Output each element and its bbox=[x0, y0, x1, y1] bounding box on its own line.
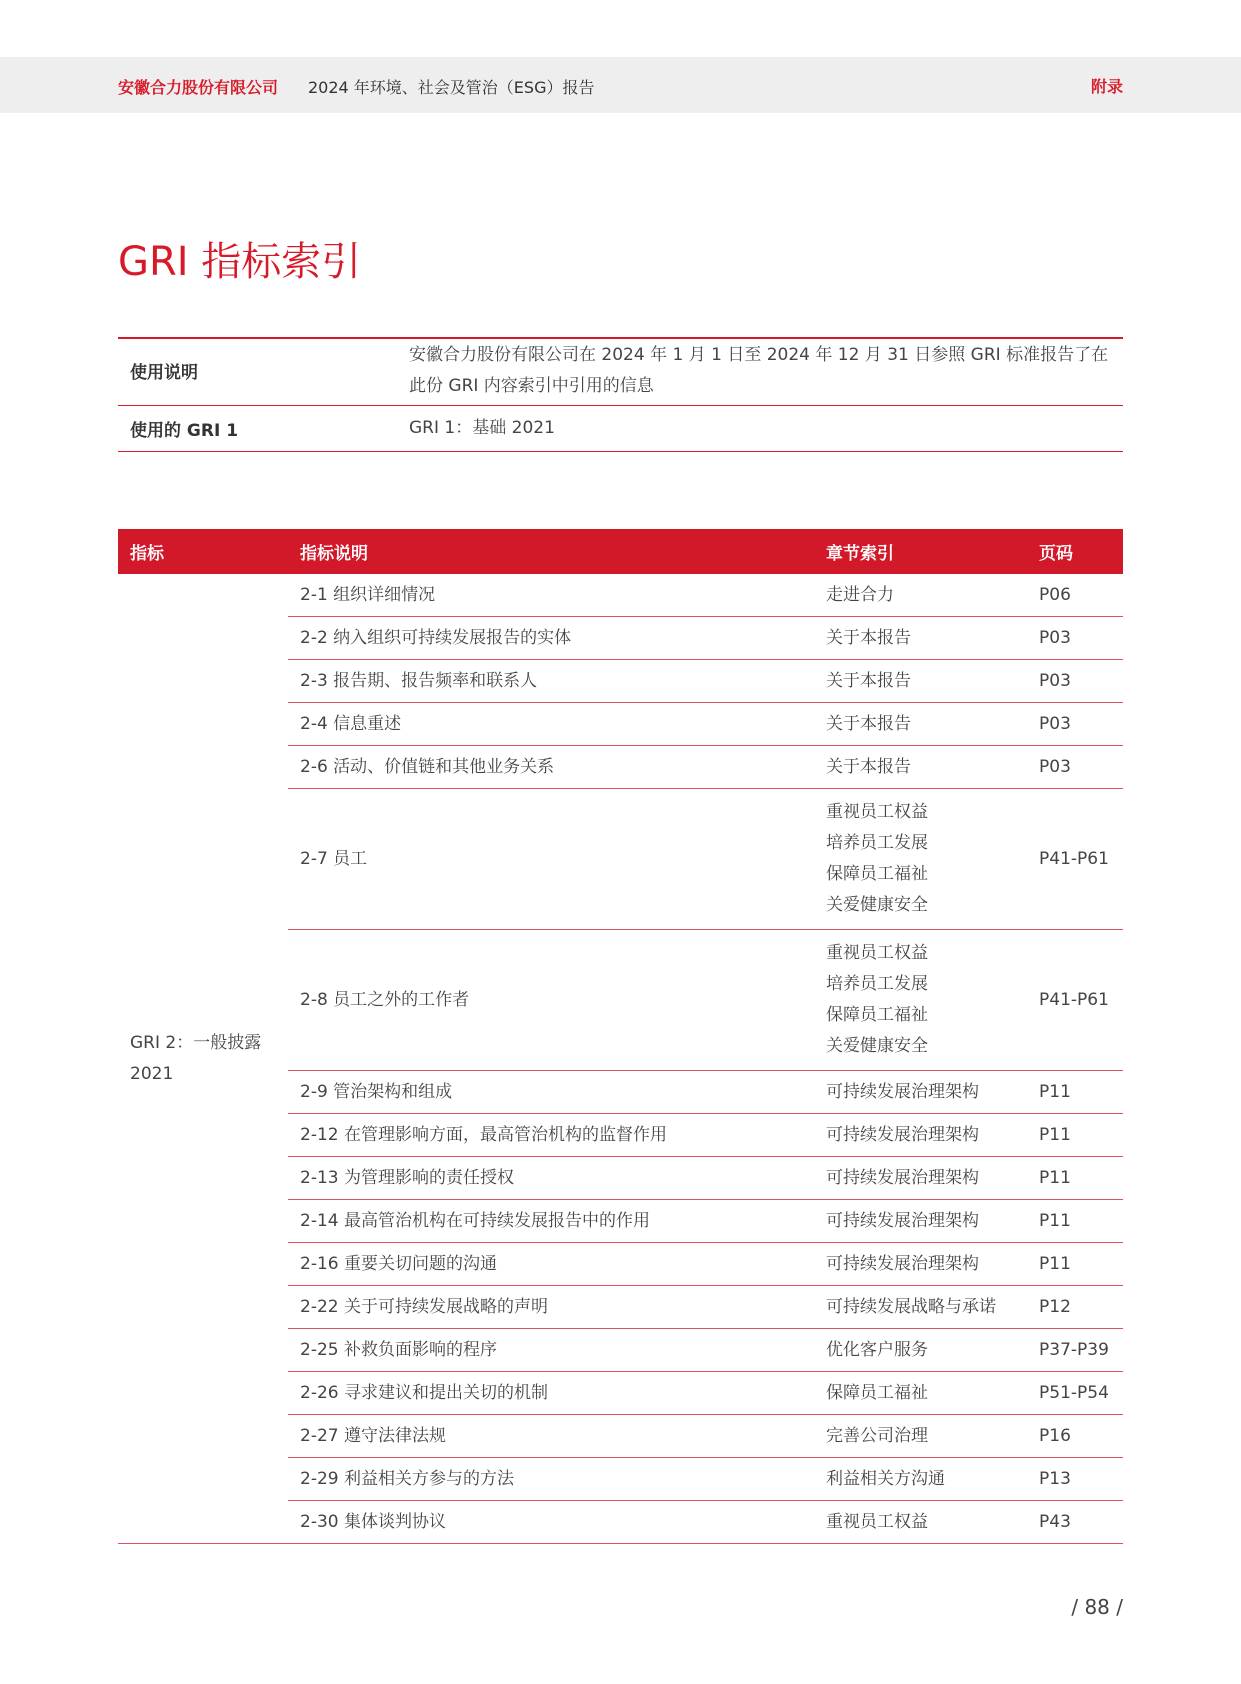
chapter-reference: 关于本报告 bbox=[826, 713, 911, 734]
indicator-description: 2-9 管治架构和组成 bbox=[288, 1071, 814, 1114]
page-reference: P03 bbox=[1027, 617, 1123, 660]
chapter-reference: 保障员工福祉 bbox=[826, 1005, 928, 1025]
page-reference: P11 bbox=[1027, 1114, 1123, 1157]
header-page: 页码 bbox=[1027, 529, 1123, 574]
chapter-cell bbox=[814, 1329, 1027, 1372]
chapter-reference: 重视员工权益 bbox=[826, 802, 928, 822]
usage-row bbox=[118, 405, 1123, 451]
chapter-reference: 可持续发展治理架构 bbox=[826, 1167, 979, 1188]
page-reference: P41-P61 bbox=[1027, 930, 1123, 1071]
header-description: 指标说明 bbox=[288, 529, 814, 574]
chapter-reference: 完善公司治理 bbox=[826, 1425, 928, 1446]
indicator-description: 2-8 员工之外的工作者 bbox=[288, 930, 814, 1071]
chapter-cell bbox=[814, 703, 1027, 746]
chapter-reference: 可持续发展战略与承诺 bbox=[826, 1296, 996, 1317]
page-reference: P37-P39 bbox=[1027, 1329, 1123, 1372]
page-reference: P11 bbox=[1027, 1157, 1123, 1200]
chapter-reference: 可持续发展治理架构 bbox=[826, 1253, 979, 1274]
page-reference: P12 bbox=[1027, 1286, 1123, 1329]
chapter-reference: 关于本报告 bbox=[826, 756, 911, 777]
indicator-description: 2-7 员工 bbox=[288, 789, 814, 930]
chapter-reference: 可持续发展治理架构 bbox=[826, 1124, 979, 1145]
indicator-description: 2-26 寻求建议和提出关切的机制 bbox=[288, 1372, 814, 1415]
header-indicator: 指标 bbox=[118, 529, 288, 574]
page-title: GRI 指标索引 bbox=[118, 239, 362, 285]
indicator-description: 2-12 在管理影响方面，最高管治机构的监督作用 bbox=[288, 1114, 814, 1157]
chapter-reference: 利益相关方沟通 bbox=[826, 1468, 945, 1489]
page-reference: P11 bbox=[1027, 1243, 1123, 1286]
usage-value: GRI 1：基础 2021 bbox=[409, 417, 555, 438]
usage-table bbox=[118, 337, 1123, 452]
page-reference: P51-P54 bbox=[1027, 1372, 1123, 1415]
indicator-description: 2-4 信息重述 bbox=[288, 703, 814, 746]
page-reference: P43 bbox=[1027, 1501, 1123, 1544]
indicator-description: 2-3 报告期、报告频率和联系人 bbox=[288, 660, 814, 703]
page-reference: P03 bbox=[1027, 746, 1123, 789]
chapter-cell bbox=[814, 1458, 1027, 1501]
indicator-description: 2-22 关于可持续发展战略的声明 bbox=[288, 1286, 814, 1329]
indicator-description: 2-25 补救负面影响的程序 bbox=[288, 1329, 814, 1372]
chapter-cell bbox=[814, 930, 1027, 1071]
chapter-cell bbox=[814, 617, 1027, 660]
chapter-cell bbox=[814, 746, 1027, 789]
usage-value: 安徽合力股份有限公司在 2024 年 1 月 1 日至 2024 年 12 月 31 日参照 GRI 标准报告了在此份 GRI 内容索引中引用的信息 bbox=[409, 344, 1109, 396]
page-reference: P13 bbox=[1027, 1458, 1123, 1501]
chapter-cell bbox=[814, 1071, 1027, 1114]
page-reference: P06 bbox=[1027, 574, 1123, 617]
page-reference: P11 bbox=[1027, 1071, 1123, 1114]
company-name: 安徽合力股份有限公司 bbox=[118, 78, 279, 97]
chapter-reference: 走进合力 bbox=[826, 584, 894, 605]
chapter-cell bbox=[814, 660, 1027, 703]
chapter-reference: 关爱健康安全 bbox=[826, 1036, 928, 1056]
chapter-cell bbox=[814, 789, 1027, 930]
indicator-description: 2-14 最高管治机构在可持续发展报告中的作用 bbox=[288, 1200, 814, 1243]
chapter-reference: 保障员工福祉 bbox=[826, 864, 928, 884]
chapter-cell bbox=[814, 1286, 1027, 1329]
indicator-description: 2-2 纳入组织可持续发展报告的实体 bbox=[288, 617, 814, 660]
page-reference: P41-P61 bbox=[1027, 789, 1123, 930]
chapter-reference: 优化客户服务 bbox=[826, 1339, 928, 1360]
chapter-reference: 培养员工发展 bbox=[826, 833, 928, 853]
chapter-reference: 关于本报告 bbox=[826, 670, 911, 691]
header-chapter: 章节索引 bbox=[814, 529, 1027, 574]
page-header bbox=[0, 57, 1241, 113]
page-reference: P16 bbox=[1027, 1415, 1123, 1458]
chapter-reference: 关爱健康安全 bbox=[826, 895, 928, 915]
chapter-reference: 重视员工权益 bbox=[826, 943, 928, 963]
chapter-cell bbox=[814, 1243, 1027, 1286]
chapter-cell bbox=[814, 1114, 1027, 1157]
chapter-reference: 培养员工发展 bbox=[826, 974, 928, 994]
chapter-reference: 保障员工福祉 bbox=[826, 1382, 928, 1403]
usage-row bbox=[118, 337, 1123, 405]
indicator-description: 2-27 遵守法律法规 bbox=[288, 1415, 814, 1458]
usage-key: 使用的 GRI 1 bbox=[130, 420, 239, 441]
section-label: 附录 bbox=[1090, 77, 1123, 96]
report-title: 2024 年环境、社会及管治（ESG）报告 bbox=[308, 78, 595, 97]
table-header-row bbox=[118, 529, 1123, 574]
chapter-cell bbox=[814, 1501, 1027, 1544]
chapter-reference: 可持续发展治理架构 bbox=[826, 1210, 979, 1231]
usage-key: 使用说明 bbox=[130, 363, 198, 384]
chapter-reference: 可持续发展治理架构 bbox=[826, 1081, 979, 1102]
indicator-description: 2-13 为管理影响的责任授权 bbox=[288, 1157, 814, 1200]
chapter-cell bbox=[814, 1415, 1027, 1458]
page-reference: P03 bbox=[1027, 703, 1123, 746]
chapter-reference: 重视员工权益 bbox=[826, 1511, 928, 1532]
page-number: / 88 / bbox=[1071, 1595, 1123, 1619]
indicator-description: 2-29 利益相关方参与的方法 bbox=[288, 1458, 814, 1501]
chapter-cell bbox=[814, 574, 1027, 617]
indicator-group: GRI 2：一般披露 2021 bbox=[118, 574, 288, 1544]
chapter-cell bbox=[814, 1372, 1027, 1415]
indicator-description: 2-1 组织详细情况 bbox=[288, 574, 814, 617]
page-reference: P03 bbox=[1027, 660, 1123, 703]
indicator-description: 2-16 重要关切问题的沟通 bbox=[288, 1243, 814, 1286]
gri-index-table bbox=[118, 529, 1123, 1544]
indicator-description: 2-30 集体谈判协议 bbox=[288, 1501, 814, 1544]
chapter-cell bbox=[814, 1200, 1027, 1243]
table-row bbox=[118, 574, 1123, 617]
gri-table-body bbox=[118, 574, 1123, 1544]
indicator-description: 2-6 活动、价值链和其他业务关系 bbox=[288, 746, 814, 789]
chapter-reference: 关于本报告 bbox=[826, 627, 911, 648]
page-reference: P11 bbox=[1027, 1200, 1123, 1243]
chapter-cell bbox=[814, 1157, 1027, 1200]
